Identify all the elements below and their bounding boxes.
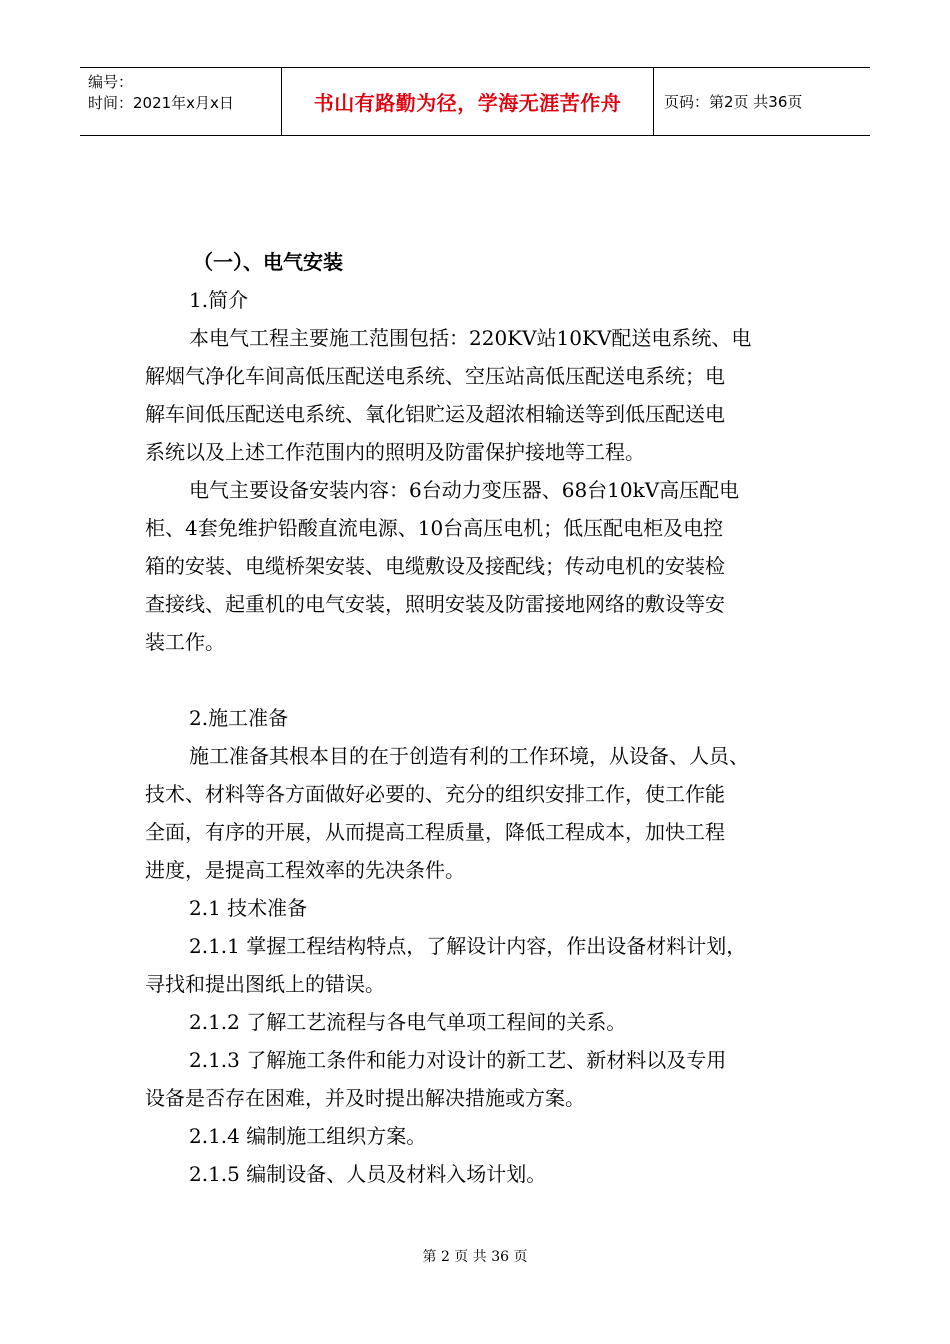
paragraph-line: 进度，是提高工程效率的先决条件。 [145,858,465,882]
paragraph-line: 箱的安装、电缆桥架安装、电缆敷设及接配线；传动电机的安装检 [145,554,725,578]
paragraph-line: 系统以及上述工作范围内的照明及防雷保护接地等工程。 [145,440,645,464]
paragraph-line: 查接线、起重机的电气安装，照明安装及防雷接地网络的敷设等安 [145,592,725,616]
paragraph-line: 2.1.2 了解工艺流程与各电气单项工程间的关系。 [189,1010,627,1034]
paragraph-line: 施工准备其根本目的在于创造有利的工作环境，从设备、人员、 [189,744,749,768]
paragraph-line: 柜、4套免维护铅酸直流电源、10台高压电机；低压配电柜及电控 [145,516,724,540]
paragraph-line: 2.1.4 编制施工组织方案。 [189,1124,427,1148]
page-header [80,67,870,136]
paragraph-line: 解烟气净化车间高低压配送电系统、空压站高低压配送电系统；电 [145,364,725,388]
header-motto: 书山有路勤为径，学海无涯苦作舟 [282,68,654,135]
page-footer: 第 2 页 共 36 页 [422,1249,528,1265]
body-text [145,281,815,1193]
paragraph-line: 设备是否存在困难，并及时提出解决措施或方案。 [145,1086,585,1110]
paragraph-line: 2.1.5 编制设备、人员及材料入场计划。 [189,1162,547,1186]
section-title: （一）、电气安装 [193,250,343,274]
paragraph-line: 电气主要设备安装内容：6台动力变压器、68台10kV高压配电 [189,478,740,502]
paragraph-line: 1.简介 [189,288,249,312]
paragraph-line: 2.1 技术准备 [189,896,308,920]
paragraph-line: 全面，有序的开展，从而提高工程质量，降低工程成本，加快工程 [145,820,725,844]
paragraph-line: 寻找和提出图纸上的错误。 [145,972,385,996]
paragraph-line: 2.施工准备 [189,706,289,730]
header-page-info: 页码：第2页 共36页 [664,93,803,111]
header-meta [80,68,282,135]
paragraph-line: 装工作。 [145,630,225,654]
document-body [145,243,815,1193]
document-number-label: 编号： [88,73,134,91]
document-time-label: 时间：2021年x月x日 [88,94,234,112]
paragraph-line: 技术、材料等各方面做好必要的、充分的组织安排工作，使工作能 [145,782,725,806]
paragraph-gap [145,661,815,699]
paragraph-line: 2.1.1 掌握工程结构特点，了解设计内容，作出设备材料计划， [189,934,747,958]
paragraph-line: 解车间低压配送电系统、氧化铝贮运及超浓相输送等到低压配送电 [145,402,725,426]
paragraph-line: 2.1.3 了解施工条件和能力对设计的新工艺、新材料以及专用 [189,1048,727,1072]
paragraph-line: 本电气工程主要施工范围包括：220KV站10KV配送电系统、电 [189,326,752,350]
